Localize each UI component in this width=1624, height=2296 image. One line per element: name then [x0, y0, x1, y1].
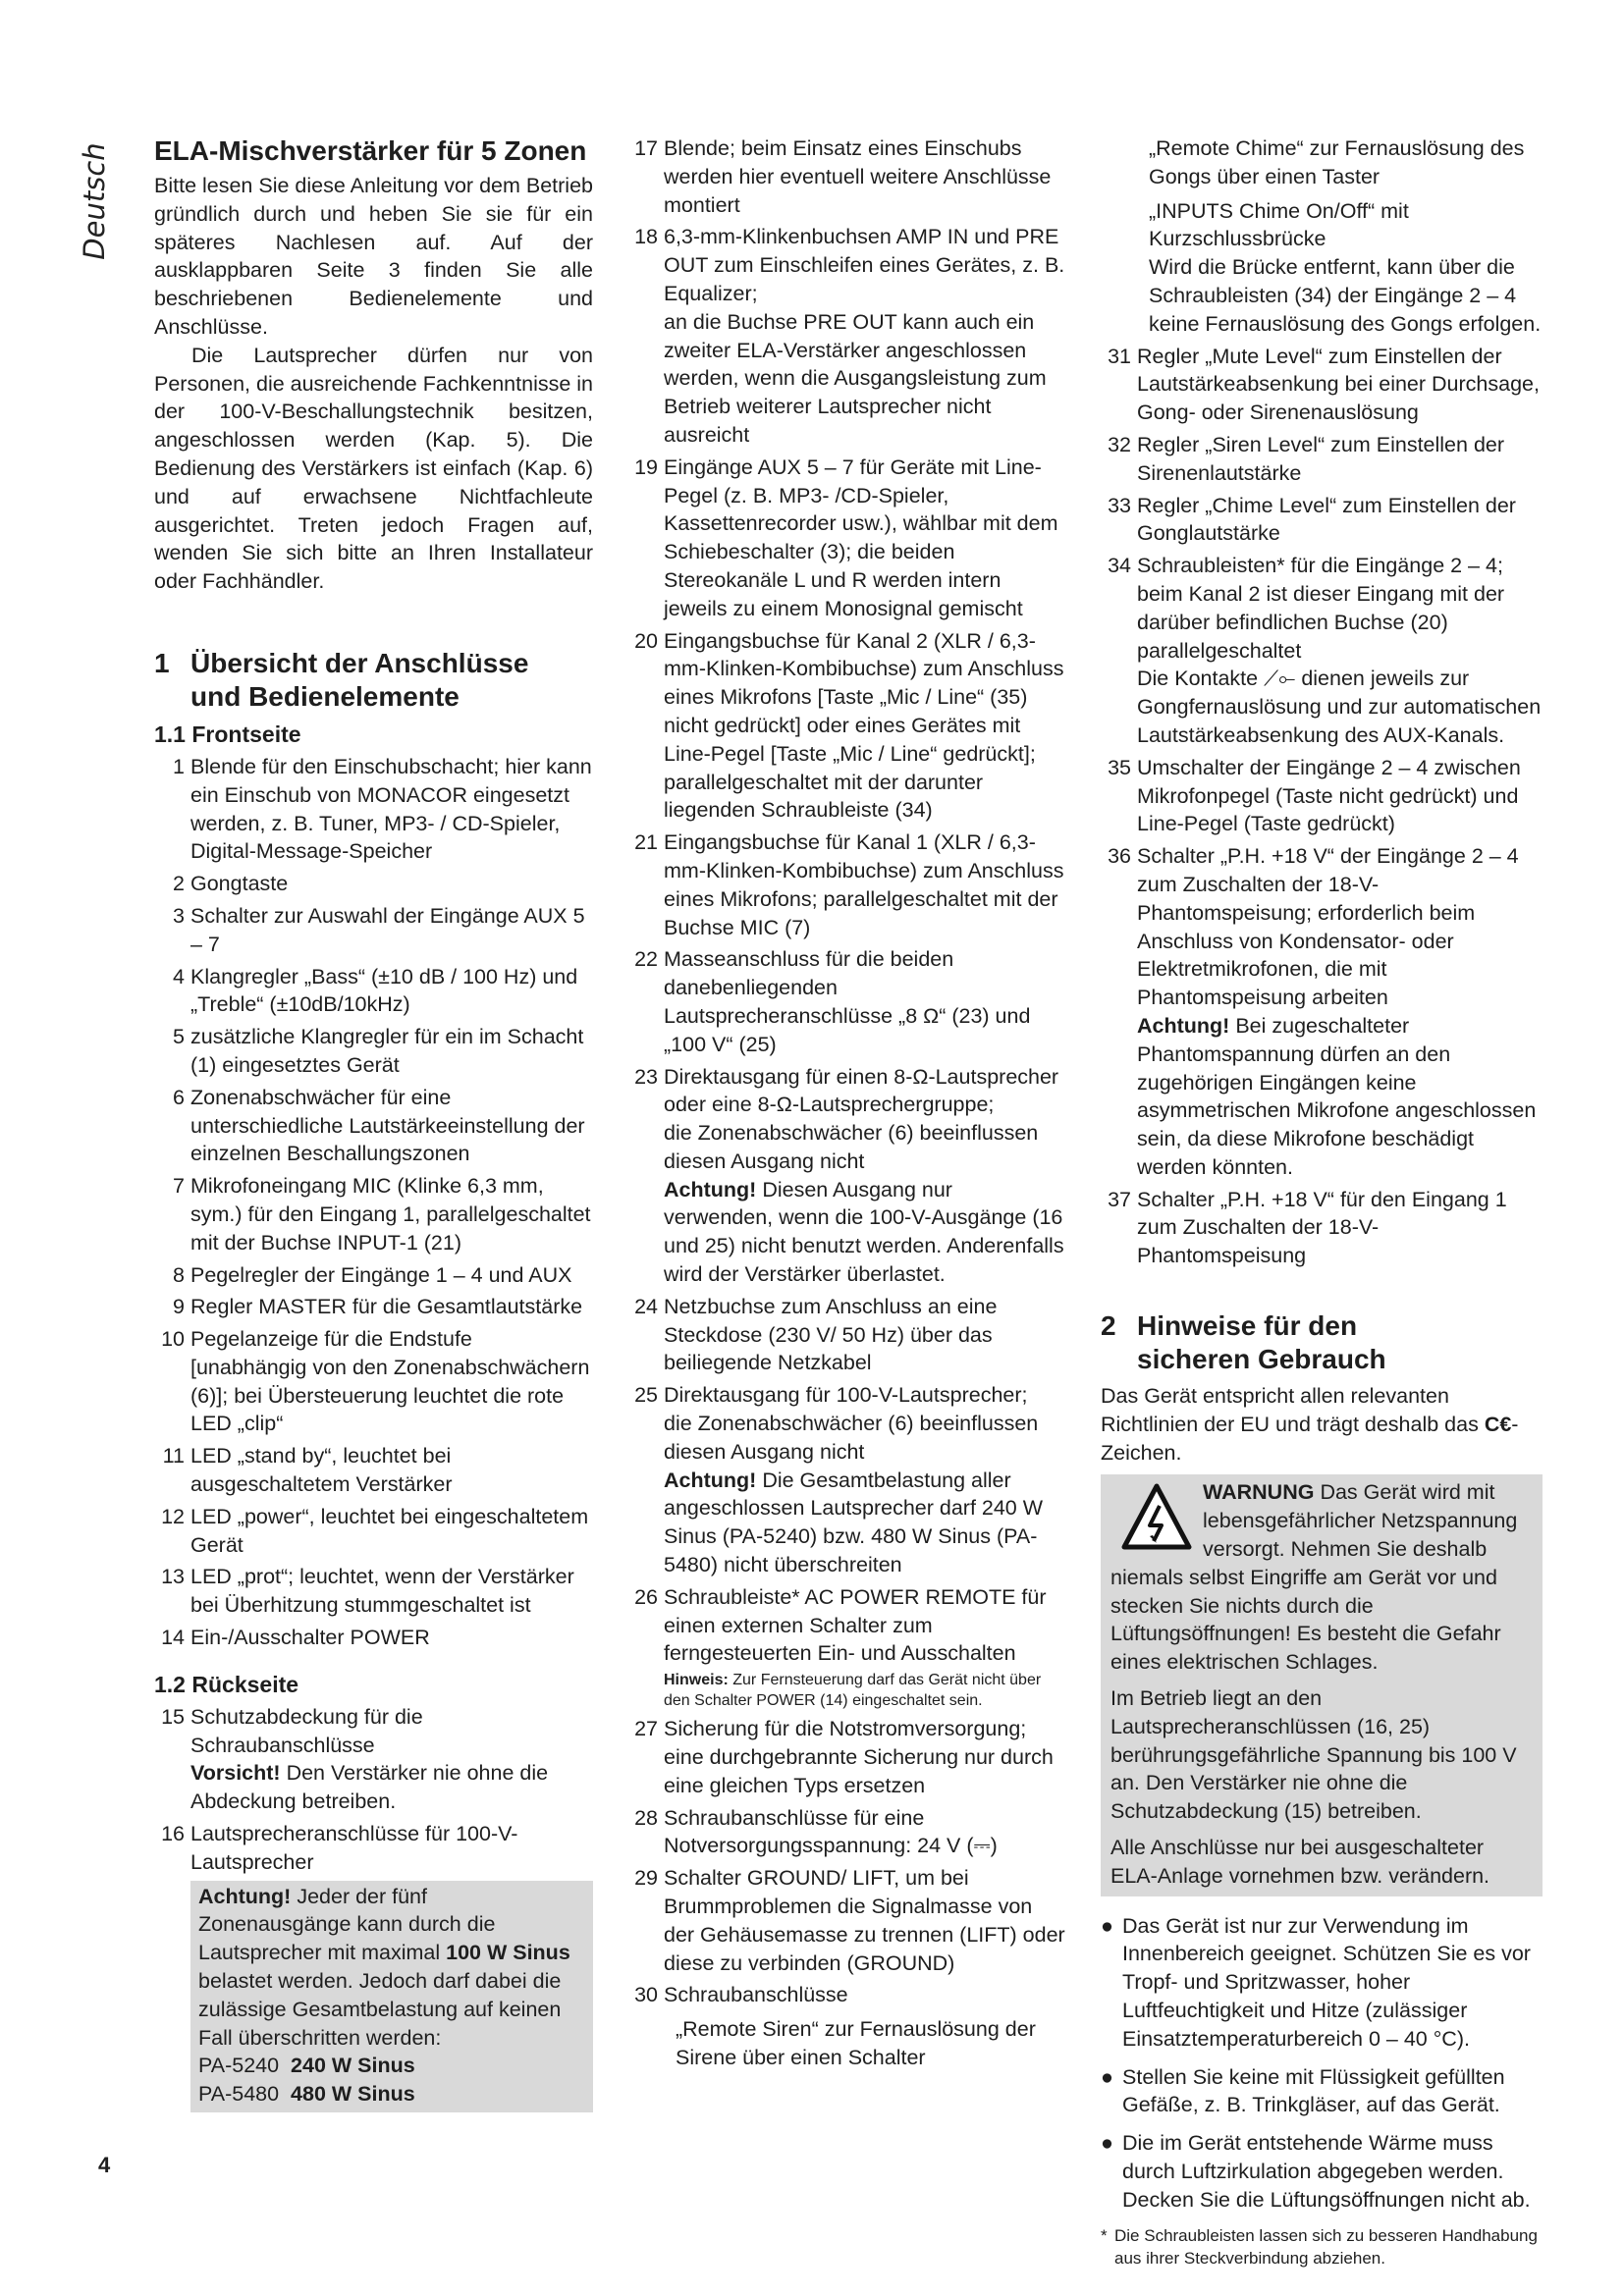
- section-1-title-line2: und Bedienelemente: [190, 680, 460, 712]
- hinweis-note: [664, 1670, 1066, 1711]
- section-2-intro-a: Das Gerät entspricht allen relevanten Richtlinien der EU und trägt deshalb das: [1101, 1384, 1485, 1436]
- item-text-a: Schalter „P.H. +18 V“ der Eingänge 2 – 4 zum Zuschalten der 18-V-Phantomspeisung; erforderlich beim Anschluss von Kondensator- oder Elektretmikrofonen, die mit Phantomspeisung arbeiten: [1137, 844, 1519, 1010]
- inputs-chime-text: „INPUTS Chime On/Off“ mit Kurzschlussbrücke: [1149, 198, 1409, 251]
- item-text: Schalter GROUND/ LIFT, um bei Brummproblemen die Signalmasse von der Gehäusemasse zu trennen (LIFT) oder diese zu verbinden (GROUND): [664, 1866, 1065, 1975]
- list-item: [154, 1703, 593, 1816]
- item-text: Lautsprecheranschlüsse für 100-V-Lautsprecher: [190, 1822, 518, 1874]
- contact-symbol-icon: ⟋⟜: [1264, 667, 1296, 691]
- item-number: 30: [634, 1983, 658, 2007]
- list-item: [154, 753, 593, 866]
- model-name: PA-5480: [198, 2082, 280, 2107]
- item-text: [664, 1381, 1066, 1579]
- model-power: 240 W Sinus: [291, 2054, 415, 2078]
- bridge-note-text: Wird die Brücke entfernt, kann über die Schraubleisten (34) der Eingänge 2 – 4 keine Fernauslösung des Gongs erfolgen.: [1149, 255, 1542, 336]
- list-item: [154, 1084, 593, 1168]
- high-voltage-warning-icon: [1120, 1482, 1193, 1553]
- item-text: Netzbuchse zum Anschluss an eine Steckdose (230 V/ 50 Hz) über das beiliegende Netzkabel: [664, 1294, 998, 1375]
- side-language-label: [77, 137, 116, 265]
- list-item: [154, 1325, 593, 1438]
- page-title: ELA-Mischverstärker für 5 Zonen: [154, 135, 587, 166]
- item-text-a: Schraubanschlüsse: [664, 1983, 848, 2007]
- subsection-rueckseite: 1.2 Rückseite: [154, 1671, 299, 1697]
- item-text: Klangregler „Bass“ (±10 dB / 100 Hz) und „Treble“ (±10dB/10kHz): [190, 964, 578, 1017]
- item-number: 10: [161, 1327, 185, 1352]
- item-number: 28: [634, 1805, 658, 1830]
- item-text: Regler „Chime Level“ zum Einstellen der Gonglautstärke: [1137, 493, 1516, 546]
- warning-text-3: Alle Anschlüsse nur bei ausgeschalteter ELA-Anlage vornehmen bzw. verändern.: [1110, 1836, 1490, 1888]
- item-30-continued: [1101, 134, 1543, 339]
- list-item: [1101, 343, 1543, 427]
- item-text: zusätzliche Klangregler für ein im Schacht (1) eingesetztes Gerät: [190, 1025, 584, 1077]
- list-item: [627, 828, 1066, 941]
- item-number: 22: [634, 947, 658, 972]
- item-text: Regler „Mute Level“ zum Einstellen der Lautstärkeabsenkung bei einer Durchsage, Gong- oder Sirenenauslösung: [1137, 344, 1540, 425]
- list-item: [627, 1864, 1066, 1977]
- achtung-text: Diesen Ausgang nur verwenden, wenn die 100-V-Ausgänge (16 und 25) nicht benutzt werden. Anderenfalls wird der Verstärker überlastet.: [664, 1177, 1064, 1287]
- side-label-text: Deutsch: [78, 142, 111, 260]
- item-number: 26: [634, 1584, 658, 1609]
- list-item: [154, 1442, 593, 1499]
- item-text-b: Die Kontakte: [1137, 667, 1265, 691]
- section-2-title-line1: Hinweise für den: [1137, 1310, 1358, 1342]
- item-number: 7: [173, 1174, 185, 1199]
- warning-text-1: Das Gerät wird mit lebensgefährlicher Netzspannung versorgt. Nehmen Sie deshalb niemals selbst Eingriffe am Gerät vor und stecken Sie nichts durch die Lüftungsöffnungen! Es besteht die Gefahr eines elektrischen Schlages.: [1110, 1480, 1518, 1675]
- item-number: 34: [1108, 554, 1131, 578]
- achtung-text: Die Gesamtbelastung aller angeschlossen Lautsprecher darf 240 W Sinus (PA-5240) bzw. 480 W Sinus (PA-5480) nicht überschreiten: [664, 1468, 1044, 1577]
- item-number: 23: [634, 1064, 658, 1089]
- item-number: 21: [634, 830, 658, 855]
- section-2-intro: [1101, 1382, 1543, 1467]
- item-number: 14: [161, 1626, 185, 1650]
- list-item: [1101, 842, 1543, 1182]
- list-item: [627, 1063, 1066, 1289]
- item-number: 19: [634, 454, 658, 479]
- section-1-number: 1: [154, 647, 170, 678]
- remote-chime-text: „Remote Chime“ zur Fernauslösung des Gongs über einen Taster: [1149, 136, 1525, 188]
- item-text: Regler MASTER für die Gesamtlautstärke: [190, 1295, 583, 1319]
- section-1-title: [190, 647, 528, 714]
- list-item: [627, 1981, 1066, 2071]
- item-number: 1: [173, 754, 185, 778]
- item-text: Eingangsbuchse für Kanal 2 (XLR / 6,3-mm-Klinken-Kombibuchse) zum Anschluss eines Mikrofons [Taste „Mic / Line“ (35) nicht gedrückt] oder eines Gerätes mit Line-Pegel [Taste „Mic / Line“ gedrückt]; parallelgeschaltet mit der darunter liegenden Schraubleiste (34): [664, 628, 1064, 823]
- item-number: 25: [634, 1383, 658, 1408]
- item-number: 18: [634, 225, 658, 249]
- item-text-b: „Remote Siren“ zur Fernauslösung der Sirene über einen Schalter: [676, 2017, 1036, 2069]
- warning-text-2: Im Betrieb liegt an den Lautsprecheranschlüssen (16, 25) berührungsgefährliche Spannung bis 100 V an. Den Verstärker nie ohne die Schutzabdeckung (15) betreiben.: [1110, 1686, 1517, 1824]
- item-text: Gongtaste: [190, 872, 289, 896]
- achtung-label: Achtung!: [664, 1468, 757, 1492]
- ce-mark-icon: C€: [1484, 1412, 1512, 1436]
- achtung-text: Bei zugeschalteter Phantomspannung dürfen an den zugehörigen Eingängen keine asymmetrischen Mikrofone angeschlossen sein, da diese Mikrofone beschädigt werden könnten.: [1137, 1013, 1537, 1179]
- list-item: [1101, 1186, 1543, 1270]
- item-text-a: Direktausgang für einen 8-Ω-Lautsprecher oder eine 8-Ω-Lautsprechergruppe;: [664, 1064, 1059, 1117]
- item-text: Umschalter der Eingänge 2 – 4 zwischen Mikrofonpegel (Taste nicht gedrückt) und Line-Pegel (Taste gedrückt): [1137, 755, 1521, 836]
- item-text-b: die Zonenabschwächer (6) beeinflussen diesen Ausgang nicht: [664, 1121, 1039, 1173]
- warning-box: [1101, 1474, 1543, 1896]
- item-text: [664, 1063, 1066, 1289]
- item-text: Blende; beim Einsatz eines Einschubs werden hier eventuell weitere Anschlüsse montiert: [664, 136, 1052, 217]
- intro-paragraph-1: Bitte lesen Sie diese Anleitung vor dem Betrieb gründlich durch und heben Sie sie für ein späteres Nachlesen auf. Auf der ausklappbaren Seite 3 finden Sie alle beschriebenen Bedienelemente und Anschlüsse.: [154, 174, 593, 339]
- achtung-box: [190, 1881, 593, 2112]
- list-item: [1101, 552, 1543, 750]
- item-text: Regler „Siren Level“ zum Einstellen der Sirenenlautstärke: [1137, 432, 1505, 485]
- item-number: 33: [1108, 493, 1131, 517]
- item-text: [190, 1703, 593, 1816]
- item-text: LED „power“, leuchtet bei eingeschaltetem Gerät: [190, 1504, 589, 1557]
- item-text: [664, 1981, 1066, 2071]
- model-power: 480 W Sinus: [291, 2082, 415, 2107]
- item-text: [664, 1583, 1066, 1711]
- item-number: 5: [173, 1025, 185, 1049]
- front-items-list: [154, 753, 593, 1652]
- item-text: Pegelanzeige für die Endstufe [unabhängig von den Zonenabschwächern (6)]; bei Übersteuerung leuchtet die rote LED „clip“: [190, 1327, 590, 1436]
- item-number: 3: [173, 903, 185, 928]
- item-number: 9: [173, 1295, 185, 1319]
- item-text-b: an die Buchse PRE OUT kann auch ein zweiter ELA-Verstärker angeschlossen werden, wenn die Ausgangsleistung zum Betrieb weiterer Lautsprecher nicht ausreicht: [664, 309, 1047, 447]
- item-text-a: 6,3-mm-Klinkenbuchsen AMP IN und PRE OUT zum Einschleifen eines Gerätes, z. B. Equalizer;: [664, 225, 1065, 305]
- item-number: 12: [161, 1504, 185, 1528]
- list-item: [627, 1715, 1066, 1799]
- column-3: [1101, 134, 1543, 2269]
- page-number: 4: [98, 2153, 111, 2177]
- footnote: [1101, 2224, 1543, 2269]
- item-text: [664, 223, 1066, 449]
- list-item: [154, 1503, 593, 1560]
- item-text: Masseanschluss für die beiden danebenliegenden Lautsprecheranschlüsse „8 Ω“ (23) und „100 V“ (25): [664, 947, 1031, 1056]
- item-text: Blende für den Einschubschacht; hier kann ein Einschub von MONACOR eingesetzt werden, z. B. Tuner, MP3- / CD-Spieler, Digital-Message-Speicher: [190, 754, 592, 864]
- model-name: PA-5240: [198, 2054, 280, 2078]
- item-text: Eingänge AUX 5 – 7 für Geräte mit Line-Pegel (z. B. MP3- /CD-Spieler, Kassettenrecorder usw.), wählbar mit dem Schiebeschalter (3); die beiden Stereokanäle L und R werden intern jeweils zu einem Monosignal gemischt: [664, 454, 1058, 620]
- list-item: [154, 1624, 593, 1652]
- list-item: [154, 1293, 593, 1321]
- list-item: [154, 1563, 593, 1620]
- achtung-bold-power: 100 W Sinus: [446, 1941, 570, 1965]
- section-2-intro-b: -Zeichen.: [1101, 1412, 1519, 1465]
- item-number: 17: [634, 136, 658, 160]
- item-text-a: Schraubleisten* für die Eingänge 2 – 4; beim Kanal 2 ist dieser Eingang mit der darüber befindlichen Buchse (20) parallelgeschaltet: [1137, 554, 1505, 663]
- list-item: [627, 134, 1066, 219]
- item-text: [1137, 552, 1543, 750]
- caution-text: Den Verstärker nie ohne die Abdeckung betreiben.: [190, 1761, 549, 1814]
- item-number: 15: [161, 1704, 185, 1729]
- bullet-text: Die im Gerät entstehende Wärme muss durch Luftzirkulation abgegeben werden. Decken Sie die Lüftungsöffnungen nicht ab.: [1122, 2131, 1531, 2212]
- column-2: [627, 134, 1066, 2076]
- intro-paragraph-2: Die Lautsprecher dürfen nur von Personen, die ausreichende Fachkenntnisse in der 100-V-Beschallungstechnik besitzen, angeschlossen werden (Kap. 5). Die Bedienung des Verstärkers ist einfach (Kap. 6) und auf erwachsene Nichtfachleute ausgerichtet. Treten jedoch Fragen auf, wenden Sie sich bitte an Ihren Installateur oder Fachhändler.: [154, 343, 594, 594]
- item-number: 37: [1108, 1187, 1131, 1211]
- item-number: 36: [1108, 844, 1131, 869]
- list-item: [627, 1381, 1066, 1579]
- item-text: Ein-/Ausschalter POWER: [190, 1626, 430, 1650]
- item-text-b: die Zonenabschwächer (6) beeinflussen diesen Ausgang nicht: [664, 1412, 1039, 1464]
- item-text: LED „prot“; leuchtet, wenn der Verstärker bei Überhitzung stummgeschaltet ist: [190, 1565, 574, 1618]
- list-item: [1101, 431, 1543, 488]
- list-item: [627, 1583, 1066, 1711]
- item-text: Schalter „P.H. +18 V“ für den Eingang 1 zum Zuschalten der 18-V-Phantomspeisung: [1137, 1187, 1507, 1268]
- hinweis-label: Hinweis:: [664, 1672, 729, 1689]
- list-item: [154, 1820, 593, 1877]
- item-text: Zonenabschwächer für eine unterschiedliche Lautstärkeeinstellung der einzelnen Beschallungszonen: [190, 1085, 585, 1166]
- list-item: [1101, 492, 1543, 549]
- caution-label: Vorsicht!: [190, 1761, 281, 1786]
- item-number: 35: [1108, 755, 1131, 779]
- item-text: Schraubanschlüsse für eine Notversorgungsspannung: 24 V (⎓): [664, 1805, 998, 1858]
- list-item: [627, 1293, 1066, 1377]
- footnote-text: Die Schraubleisten lassen sich zu besseren Handhabung aus ihrer Steckverbindung abziehen.: [1114, 2225, 1538, 2268]
- list-item: [154, 963, 593, 1020]
- achtung-text-1: Jeder der fünf Zonenausgänge kann durch die Lautsprecher mit maximal: [198, 1884, 496, 1965]
- achtung-text-2: belastet werden. Jedoch darf dabei die zulässige Gesamtbelastung auf keinen Fall überschritten werden:: [198, 1969, 562, 2050]
- item-number: 8: [173, 1262, 185, 1287]
- section-1-title-line1: Übersicht der Anschlüsse: [190, 647, 529, 678]
- list-item: [154, 1261, 593, 1290]
- section-2-title: [1137, 1309, 1386, 1376]
- item-number: 13: [161, 1565, 185, 1589]
- item-text: Schalter zur Auswahl der Eingänge AUX 5 – 7: [190, 903, 585, 956]
- list-item: [627, 454, 1066, 623]
- section-2-number: 2: [1101, 1310, 1116, 1342]
- item-number: 32: [1108, 432, 1131, 456]
- item-text: [1137, 842, 1543, 1182]
- bullet-text: Stellen Sie keine mit Flüssigkeit gefüllten Gefäße, z. B. Trinkgläser, auf das Gerät.: [1122, 2064, 1505, 2117]
- item-number: 4: [173, 964, 185, 988]
- bullet-icon: ●: [1101, 1913, 1113, 1938]
- item-15-text: Schutzabdeckung für die Schraubanschlüsse: [190, 1704, 423, 1757]
- list-item: [1101, 754, 1543, 838]
- bullet-icon: ●: [1101, 2064, 1113, 2089]
- item-number: 27: [634, 1717, 658, 1741]
- item-text: Eingangsbuchse für Kanal 1 (XLR / 6,3-mm-Klinken-Kombibuchse) zum Anschluss eines Mikrofons; parallelgeschaltet mit der Buchse MIC (7): [664, 830, 1064, 939]
- item-number: 16: [161, 1822, 185, 1846]
- item-number: 24: [634, 1294, 658, 1318]
- footnote-star: *: [1101, 2225, 1108, 2245]
- list-item: [627, 1804, 1066, 1861]
- item-number: 11: [162, 1444, 185, 1468]
- column-1: [154, 134, 593, 2112]
- item-text: Mikrofoneingang MIC (Klinke 6,3 mm, sym.) für den Eingang 1, parallelgeschaltet mit der Buchse INPUT-1 (21): [190, 1174, 591, 1255]
- list-item: [154, 1172, 593, 1256]
- list-item: [154, 870, 593, 898]
- list-item: [1101, 2063, 1543, 2120]
- list-item: [154, 1023, 593, 1080]
- item-number: 6: [173, 1085, 185, 1109]
- section-2-title-line2: sicheren Gebrauch: [1137, 1344, 1386, 1375]
- bullet-text: Das Gerät ist nur zur Verwendung im Innenbereich geeignet. Schützen Sie es vor Tropf- und Spritzwasser, hoher Luftfeuchtigkeit und Hitze (zulässiger Einsatztemperaturbereich 0 – 40 °C).: [1122, 1913, 1531, 2051]
- item-number: 31: [1108, 344, 1131, 368]
- item-number: 20: [634, 628, 658, 653]
- item-number: 2: [173, 872, 185, 896]
- item-text-a: Schraubleiste* AC POWER REMOTE für einen externen Schalter zum ferngesteuerten Ein- und Ausschalten: [664, 1584, 1047, 1666]
- item-number: 29: [634, 1866, 658, 1891]
- subsection-frontseite: 1.1 Frontseite: [154, 721, 301, 747]
- list-item: [627, 223, 1066, 449]
- achtung-label: Achtung!: [664, 1177, 757, 1201]
- item-text: Sicherung für die Notstromversorgung; eine durchgebrannte Sicherung nur durch eine gleichen Typs ersetzen: [664, 1717, 1054, 1797]
- section-1-heading: [154, 647, 593, 714]
- achtung-label: Achtung!: [198, 1884, 292, 1908]
- achtung-label: Achtung!: [1137, 1013, 1230, 1038]
- list-item: [627, 627, 1066, 826]
- item-text: LED „stand by“, leuchtet bei ausgeschaltetem Verstärker: [190, 1444, 453, 1497]
- list-item: [627, 945, 1066, 1058]
- item-text-c: dienen jeweils zur Gongfernauslösung und zur automatischen Lautstärkeabsenkung des AUX-Kanals.: [1137, 667, 1542, 747]
- list-item: [1101, 2129, 1543, 2214]
- hinweis-text: Zur Fernsteuerung darf das Gerät nicht über den Schalter POWER (14) eingeschaltet sein.: [664, 1672, 1042, 1710]
- list-item: [1101, 1912, 1543, 2054]
- bullet-icon: ●: [1101, 2131, 1113, 2156]
- item-text-a: Direktausgang für 100-V-Lautsprecher;: [664, 1383, 1028, 1408]
- section-2-heading: [1101, 1309, 1543, 1376]
- list-item: [154, 902, 593, 959]
- warning-label: WARNUNG: [1203, 1480, 1315, 1505]
- item-text: Pegelregler der Eingänge 1 – 4 und AUX: [190, 1262, 572, 1287]
